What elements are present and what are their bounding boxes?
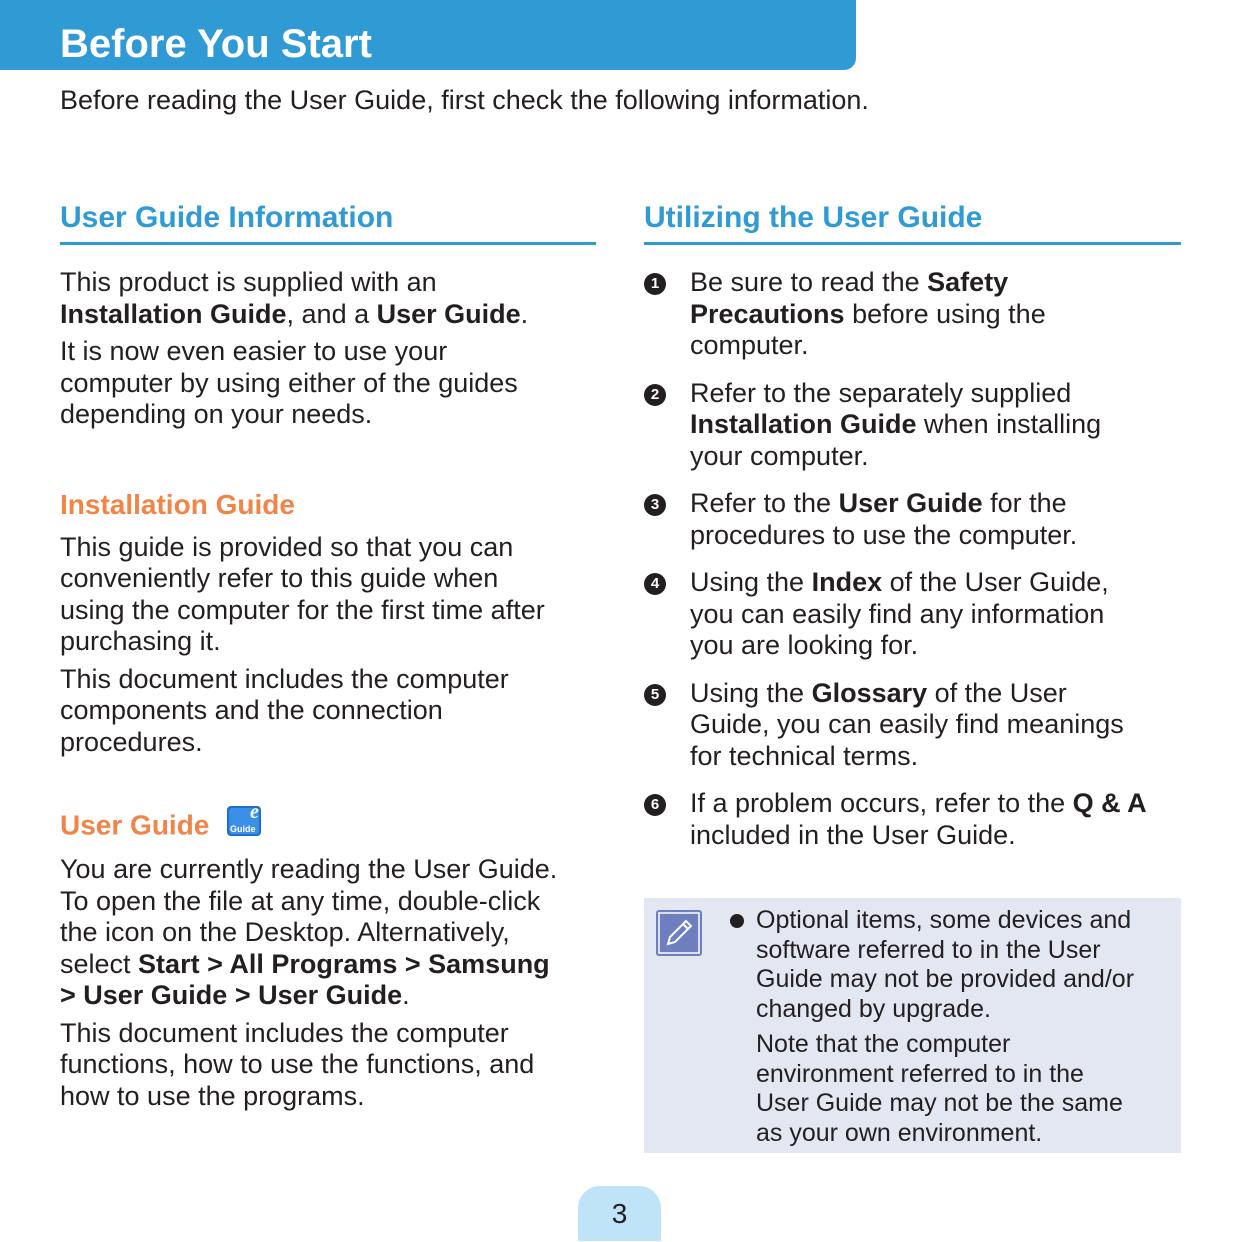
list-item [644,267,1181,362]
list-item-text [690,678,1181,773]
list-item [644,488,1181,551]
text-run: Refer to the separately supplied [690,377,1072,408]
pencil-icon [656,910,702,956]
bold-term: Installation Guide [690,409,917,439]
text-run: of the User Guide, you can easily find any information you are looking for. [690,567,1109,660]
text-run: Using the [690,567,812,597]
number-bullet-icon: 5 [644,684,666,706]
list-item [644,378,1181,473]
page-number: 3 [578,1186,661,1241]
utilizing-user-guide-section [644,198,1181,851]
bold-installation-guide: Installation Guide [60,298,287,329]
note-text [756,906,1166,1148]
text-run: . [402,980,410,1010]
text-run: of the User Guide, you can easily find meanings for technical terms. [690,677,1124,771]
intro-text: Before reading the User Guide, first check the following information. [60,85,869,115]
text-run: for the procedures to use the computer. [690,488,1078,550]
text-run: included in the User Guide. [690,819,1016,850]
bold-menu-path: Start > All Programs > Samsung > User Guide > User Guide [60,948,550,1010]
list-item-text [690,567,1181,662]
text-run: . [520,298,529,329]
utilizing-list [644,267,1181,851]
list-item-text [690,267,1181,362]
text-run: You are currently reading the User Guide. To open the file at any time, double-click the icon on the Desktop. Alternatively, select [60,854,558,979]
bold-term: Q & A [1072,788,1147,818]
title-banner [0,0,856,70]
text-run: when installing your computer. [690,409,1102,471]
number-bullet-icon: 1 [644,273,666,295]
list-item-text [690,378,1181,473]
user-guide-information-section [60,198,596,1112]
subheading-user-guide-label: User Guide [60,809,210,841]
text-run: Using the [690,677,812,708]
bold-term: User Guide [838,488,983,518]
note-box [644,898,1181,1153]
number-bullet-icon: 4 [644,573,666,595]
section-heading-utilizing-user-guide: Utilizing the User Guide [644,198,1181,245]
list-item [644,788,1181,851]
text-run: If a problem occurs, refer to the [690,788,1073,818]
bold-term: Safety Precautions [690,267,1009,329]
e-guide-icon-label: Guide [230,824,256,834]
text-run: This product is supplied with an [60,267,437,297]
number-bullet-icon: 3 [644,494,666,516]
text-run: , and a [286,298,377,329]
text-run: Refer to the [690,488,839,518]
section-heading-user-guide-information: User Guide Information [60,198,596,245]
user-guide-paragraph-1 [60,854,596,1012]
supplied-guides-paragraph [60,267,596,330]
list-item-text [690,788,1181,851]
user-guide-paragraph-2: This document includes the computer functions, how to use the functions, and how to use the programs. [60,1017,535,1111]
installation-guide-paragraph-1: This guide is provided so that you can conveniently refer to this guide when using the computer for the first time after purchasing it. [60,531,545,656]
list-item [644,567,1181,662]
installation-guide-paragraph-2: This document includes the computer components and the connection procedures. [60,663,509,757]
note-paragraph-2: Note that the computer environment referred to in the User Guide may not be the same as your own environment. [756,1030,1123,1147]
number-bullet-icon: 2 [644,384,666,406]
number-bullet-icon: 6 [644,794,666,816]
text-run: Be sure to read the [690,267,928,297]
subheading-user-guide [60,801,596,846]
bold-term: Index [811,567,883,597]
list-item [644,678,1181,773]
bold-user-guide: User Guide [376,298,521,329]
note-paragraph-1: Optional items, some devices and software referred to in the User Guide may not be provided and/or changed by upgrade. [756,906,1135,1023]
bullet-icon [730,914,744,928]
easier-paragraph: It is now even easier to use your computer by using either of the guides depending on your needs. [60,336,518,429]
text-run: before using the computer. [690,298,1046,360]
e-guide-icon-letter: e [250,801,260,823]
page-title: Before You Start [60,22,372,66]
subheading-installation-guide: Installation Guide [60,488,295,520]
list-item-text [690,488,1181,551]
bold-term: Glossary [811,677,928,708]
e-guide-icon [225,800,263,846]
